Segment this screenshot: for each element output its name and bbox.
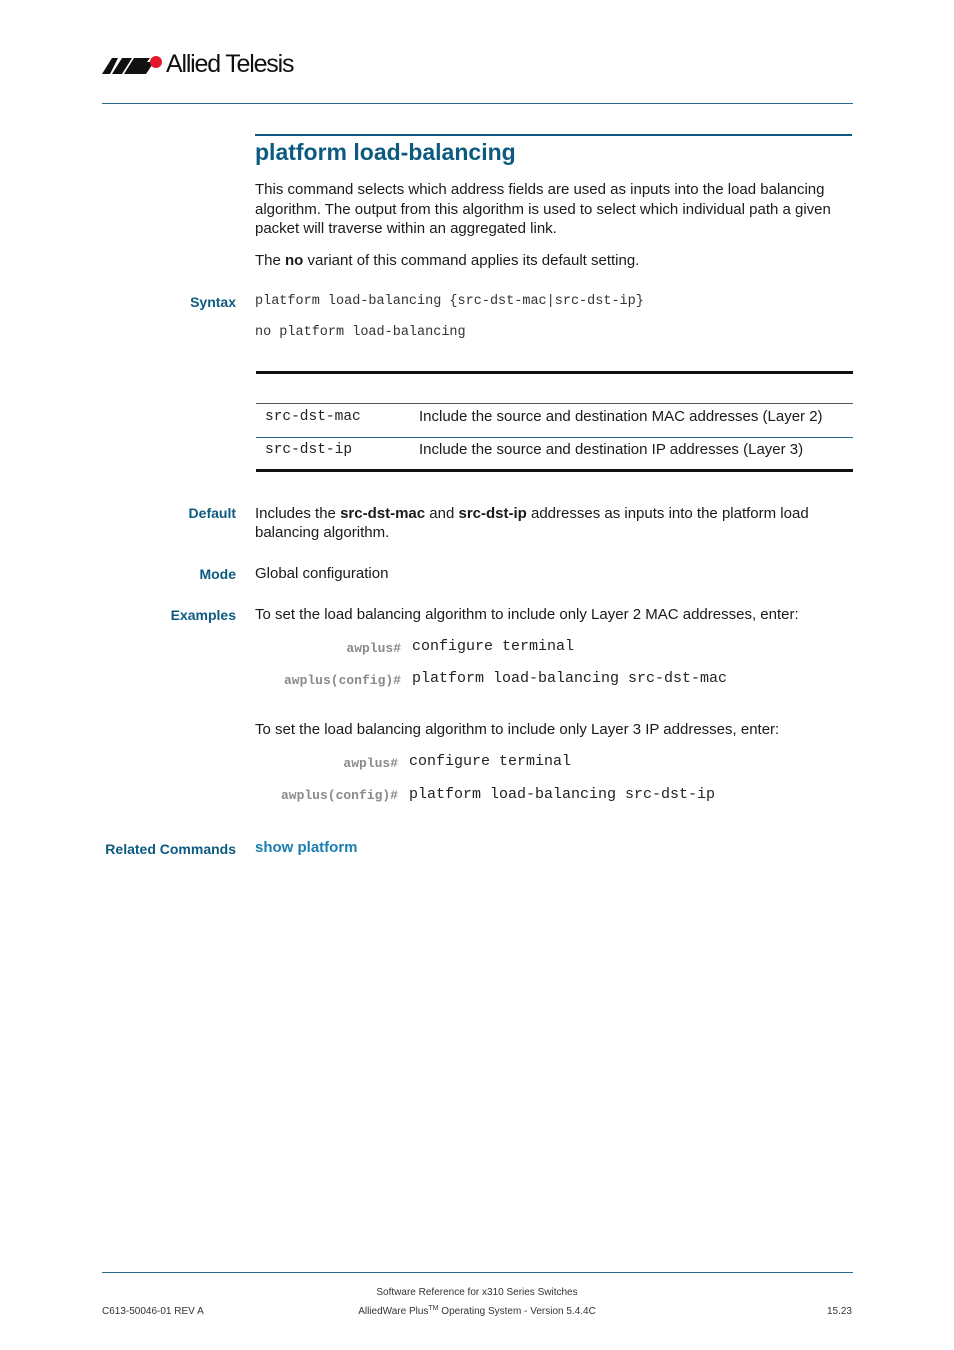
default-label: Default	[188, 505, 236, 521]
footer-page-number: 15.23	[826, 1306, 852, 1317]
table-bottom-rule	[256, 469, 853, 472]
table-top-rule	[256, 371, 853, 374]
example-intro-1: To set the load balancing algorithm to include only Layer 2 MAC addresses, enter:	[255, 606, 799, 623]
example-1-command-1: configure terminal	[412, 638, 575, 655]
footer-divider	[102, 1272, 853, 1273]
header-divider	[102, 103, 853, 104]
example-1-prompt-1: awplus#	[346, 641, 401, 656]
mode-value: Global configuration	[255, 565, 389, 582]
footer-doc-id: C613-50046-01 REV A	[102, 1306, 204, 1317]
mode-label: Mode	[199, 566, 236, 582]
allied-telesis-logo-icon	[102, 52, 166, 78]
syntax-line-2: no platform load-balancing	[255, 325, 466, 340]
no-keyword: no	[285, 252, 304, 269]
syntax-line-1: platform load-balancing {src-dst-mac|src-dst-ip}	[255, 294, 644, 309]
example-2-command-1: configure terminal	[409, 753, 572, 770]
table-desc-src-dst-mac: Include the source and destination MAC addresses (Layer 2)	[419, 408, 823, 425]
table-row-divider	[256, 437, 853, 438]
syntax-label: Syntax	[190, 294, 236, 310]
default-text-line-1: Includes the src-dst-mac and src-dst-ip addresses as inputs into the platform load	[255, 505, 809, 522]
example-2-command-2: platform load-balancing src-dst-ip	[409, 786, 716, 803]
footer-title: Software Reference for x310 Series Switches	[376, 1287, 578, 1298]
title-rule	[255, 134, 852, 136]
show-platform-link[interactable]: show platform	[255, 839, 358, 856]
table-param-src-dst-mac: src-dst-mac	[265, 409, 361, 425]
example-1-command-2: platform load-balancing src-dst-mac	[412, 670, 728, 687]
description-paragraph: This command selects which address fields are used as inputs into the load balancing algorithm. The output from this algorithm is used to select which individual path a given packet will traverse within an aggregated link.	[255, 181, 831, 237]
default-text-line-2: balancing algorithm.	[255, 524, 390, 541]
page-title: platform load-balancing	[255, 139, 516, 165]
no-variant-paragraph: The no variant of this command applies its default setting.	[255, 252, 640, 269]
allied-telesis-logo	[102, 52, 302, 78]
examples-label: Examples	[170, 607, 236, 623]
example-2-prompt-1: awplus#	[343, 756, 398, 771]
brand-name: Allied Telesis	[166, 50, 294, 78]
table-header-rule	[256, 403, 853, 404]
example-1-prompt-2: awplus(config)#	[283, 673, 401, 688]
footer-os-version: AlliedWare Plus™ Operating System - Version 5.4.4C	[358, 1305, 596, 1317]
example-2-prompt-2: awplus(config)#	[280, 788, 398, 803]
example-intro-2: To set the load balancing algorithm to include only Layer 3 IP addresses, enter:	[255, 721, 780, 738]
related-commands-label: Related Commands	[105, 841, 236, 857]
table-desc-src-dst-ip: Include the source and destination IP addresses (Layer 3)	[419, 441, 804, 458]
table-param-src-dst-ip: src-dst-ip	[265, 442, 353, 458]
